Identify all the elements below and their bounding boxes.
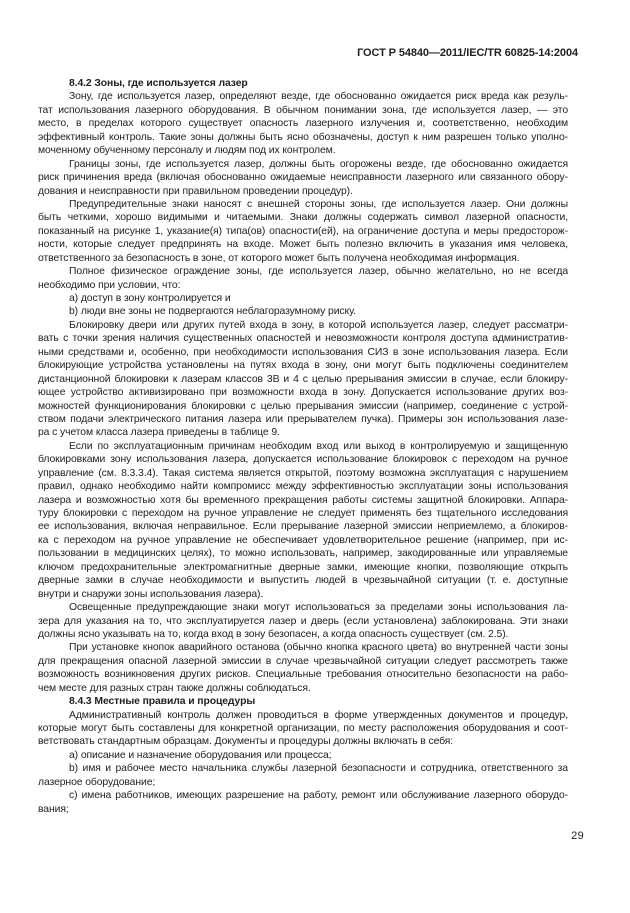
text-body <box>38 77 568 816</box>
paragraph-line: должны ясно указывать на то, когда вход в зону безопасен, а когда опасность существует (см. 2.5). <box>38 628 509 640</box>
paragraph-line: место, в пределах которого существует опасность лазерного излучения и, соответственно, необходим <box>38 118 568 130</box>
paragraph-line: дования и неисправности при правильном проведении процедур). <box>38 185 353 197</box>
paragraph-line: вать с точки зрения наличия существенных опасностей и невозможности контроля доступа административ- <box>38 333 568 345</box>
paragraph-line: ответственного за безопасность в зоне, от которого может быть получена необходимая информация. <box>38 252 520 264</box>
paragraph-line: блокирующие устройства установлены на путях входа в зону, они могут быть подключены соединителем <box>38 360 568 372</box>
paragraph-line: ра с учетом класса лазера приведены в таблице 9. <box>38 427 280 439</box>
paragraph-line: ными средствами и, особенно, при необходимости использования СИЗ в зоне использования лазера. Если <box>38 346 568 358</box>
paragraph-line: Административный контроль должен проводиться в форме утвержденных документов и процедур, <box>69 709 568 721</box>
list-item-line: b) имя и рабочее место начальника службы лазерной безопасности и сотрудника, ответственного за <box>69 763 568 775</box>
paragraph-line: дверные замки в случае необходимости и выпустить людей в чрезвычайной ситуации (т. е. доступные <box>38 575 568 587</box>
paragraph-line: дистанционной блокировки к лазерам классов 3В и 4 с целью прерывания эмиссии в случае, если блокиру- <box>38 373 568 385</box>
paragraph-line: можностей функционирования блокировки с целью прерывания эмиссии (например, соединение с устрой- <box>38 400 568 412</box>
paragraph-line: лазера и возможностью хотя бы временного прекращения работы системы защитной блокировки. Аппара- <box>38 494 568 506</box>
list-item-line: c) имена работников, имеющих разрешение на работу, ремонт или обслуживание лазерного оборудо- <box>69 790 568 802</box>
paragraph-line: Зону, где используется лазер, определяют везде, где обоснованно ожидается риск вреда как резуль- <box>69 91 568 103</box>
paragraph-line: необходимо при условии, что: <box>38 279 181 291</box>
paragraph-line: быть четкими, хорошо видимыми и читаемыми. Знаки должны содержать символ лазерной опасности, <box>38 212 568 224</box>
paragraph-line: показанный на рисунке 1, указание(я) типа(ов) опасности(ей), на ограничение доступа и меры предосторож- <box>38 225 568 237</box>
list-item-line: a) описание и назначение оборудования или процесса; <box>69 749 332 761</box>
paragraph-line: Если по эксплуатационным причинам необходим вход или выход в контролируемую и защищенную <box>69 440 568 452</box>
page-number: 29 <box>571 830 584 842</box>
paragraph-line: риск причинения вреда (включая обоснованно ожидаемые неисправности лазерного или связанного обору- <box>38 172 568 184</box>
paragraph-line: возможность возникновения других рисков. Специальные требования относительно безопасности на рабо- <box>38 669 568 681</box>
paragraph-line: ности, которые следует предпринять на входе. Может быть полезно включить в указания имя человека, <box>38 239 568 251</box>
paragraph-line: ее использования, включая неправильное. Если прерывание лазерной эмиссии неприемлемо, а блокиров- <box>38 521 568 533</box>
paragraph-line: для прекращения опасной лазерной эмиссии в случае чрезвычайной ситуации следует рассмотреть также <box>38 655 568 667</box>
paragraph-line: эффективный контроль. Такие зоны должны быть ясно обозначены, доступ к ним разрешен только уполно- <box>38 131 568 143</box>
paragraph-line: моченному обученному персоналу и людям под их контролем. <box>38 145 336 157</box>
paragraph-line: туру блокировки с переходом на ручное управление не следует применять без тщательного исследования <box>38 508 568 519</box>
paragraph-line: правил, однако необходимо найти компромисс между эффективностью эксплуатации зоны использования <box>38 481 568 493</box>
paragraph-line: Предупредительные знаки наносят с внешней стороны зоны, где используется лазер. Они должны <box>69 198 568 210</box>
paragraph-line: которые могут быть составлены для конкретной организации, по месту расположения оборудования и соот- <box>38 723 568 734</box>
paragraph-line: ключом предохранительные электромагнитные дверные замки, имеющие кнопки, позволяющие открыть <box>38 561 568 573</box>
paragraph-line: ветствовать стандартным образцам. Документы и процедуры должны включать в себя: <box>38 736 454 748</box>
list-item-line: вания; <box>38 803 69 815</box>
section-heading: 8.4.2 Зоны, где используется лазер <box>69 78 248 89</box>
paragraph-line: тат использования лазерного оборудования. В обычном понимании зона, где используется лазер, — это <box>38 104 568 116</box>
paragraph-line: зера для указания на то, что эксплуатируется лазер и дверь (если установлена) заблокирована. Эти знаки <box>38 615 568 627</box>
list-item-line: b) люди вне зоны не подвергаются неблагоразумному риску. <box>69 306 356 318</box>
paragraph-line: Блокировку двери или других путей входа в зону, в которой используется лазер, следует рассматри- <box>69 319 568 331</box>
paragraph-line: пользовании в медицинских целях), то можно использовать, например, закодированные или управляемые <box>38 548 568 560</box>
list-item-line: a) доступ в зону контролируется и <box>69 293 231 304</box>
paragraph-line: Освещенные предупреждающие знаки могут использоваться за пределами зоны использования ла- <box>69 602 568 614</box>
paragraph-line: чем месте для разных стран также должны соблюдаться. <box>38 682 311 694</box>
paragraph-line: Границы зоны, где используется лазер, должны быть огорожены везде, где обоснованно ожидается <box>69 158 568 170</box>
paragraph-line: Полное физическое ограждение зоны, где используется лазер, обычно желательно, но не всегда <box>69 266 568 278</box>
list-item-line: лазерное оборудование; <box>38 776 156 788</box>
running-header: ГОСТ Р 54840—2011/IEC/TR 60825-14:2004 <box>357 47 578 59</box>
paragraph-line: ющее устройство активизировано при возможности входа в зону. Допускается использование других воз- <box>38 387 568 399</box>
paragraph-line: При установке кнопок аварийного останова (обычно кнопка красного цвета) во внутренней части зоны <box>69 642 568 654</box>
paragraph-line: внутри и снаружи зоны использования лазера). <box>38 588 264 600</box>
paragraph-line: ством подачи электрического питания лазера или прерывателем пучка). Примеры зон использования лазе- <box>38 413 568 425</box>
paragraph-line: управление (см. 8.3.3.4). Такая система является открытой, поэтому возможна эксплуатация с нарушением <box>38 467 568 479</box>
paragraph-line: ка с переходом на ручное управление не обеспечивает удовлетворительное решение (например, при ис- <box>38 534 568 546</box>
section-heading: 8.4.3 Местные правила и процедуры <box>69 696 256 708</box>
paragraph-line: блокировками зону использования лазера, допускается использование блокировок с переходом на ручное <box>38 454 568 466</box>
